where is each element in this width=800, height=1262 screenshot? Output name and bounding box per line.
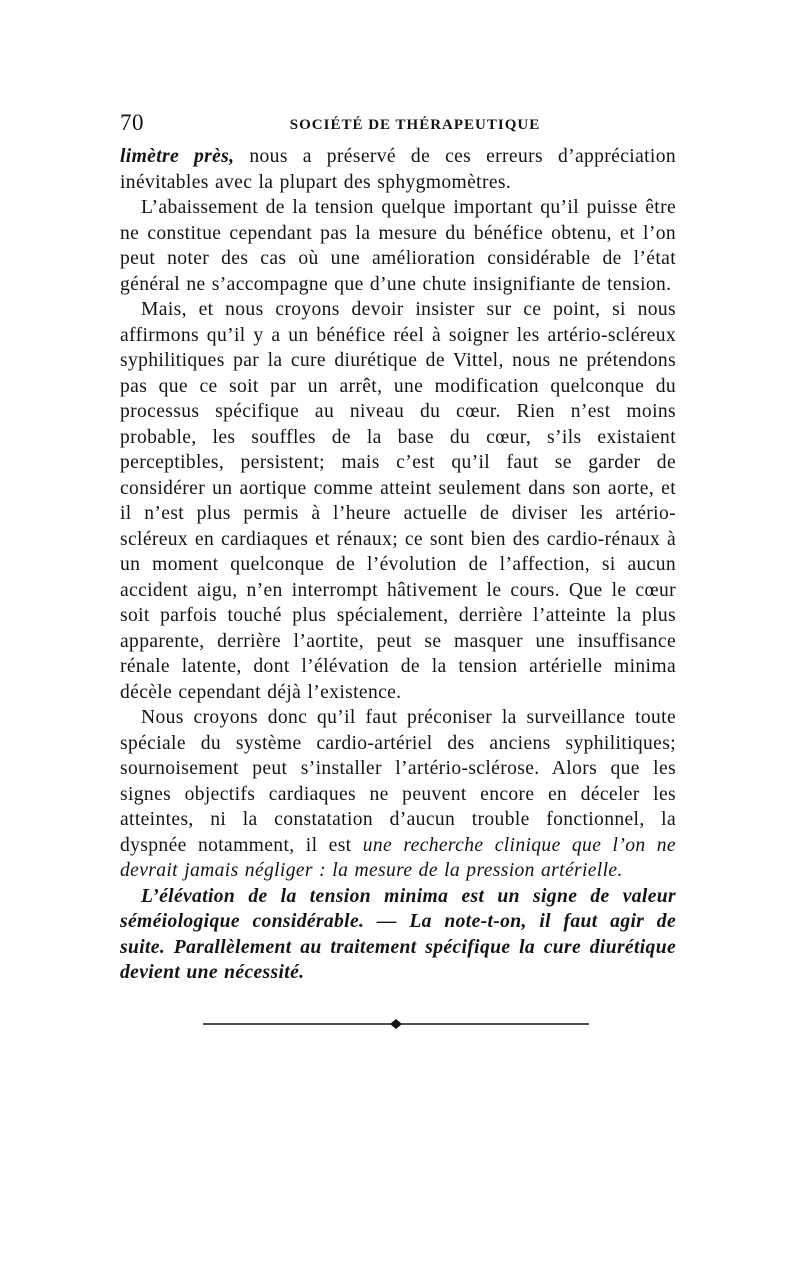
end-ornament-divider <box>203 1017 589 1031</box>
paragraph-2: L’abaissement de la tension quelque important qu’il puisse être ne constitue cependant pas la mesure du bénéfice obtenu, et l’on peut noter des cas où une amélioration considérable de l’état général ne s’accompagne que d’une chute insignifiante de tension. <box>120 197 676 295</box>
paragraph-4 <box>120 705 676 884</box>
paragraph-5-conclusion: L’élévation de la tension minima est un signe de valeur séméiologique considérable. — La note-t-on, il faut agir de suite. Parallèlement au traitement spécifique la cure diurétique devient une nécessité. <box>120 885 676 983</box>
page-header <box>120 110 676 144</box>
paragraph-3: Mais, et nous croyons devoir insister sur ce point, si nous affirmons qu’il y a un bénéfice réel à soigner les artério-scléreux syphilitiques par la cure diurétique de Vittel, nous ne prétendons pas que ce soit par un arrêt, une modification quelconque du processus spécifique au niveau du cœur. Rien n’est moins probable, les souffles de la base du cœur, s’ils existaient perceptibles, persistent; mais c’est qu’il faut se garder de considérer un aortique comme atteint seulement dans son aorte, et il n’est plus permis à l’heure actuelle de diviser les artério-scléreux en cardiaques et rénaux; ce sont bien des cardio-rénaux à un moment quelconque de l’évolution de l’affection, si aucun accident aigu, n’en interrompt hâtivement le cours. Que le cœur soit parfois touché plus spécialement, derrière l’atteinte la plus apparente, derrière l’aortite, peut se masquer une insuffisance rénale latente, dont l’élévation de la tension artérielle minima décèle cependant déjà l’existence. <box>120 299 676 703</box>
paragraph-4-text: Nous croyons donc qu’il faut préconiser la surveillance toute spéciale du système cardio-artériel des anciens syphilitiques; sournoisement peut s’installer l’artério-sclérose. Alors que les signes objectifs cardiaques ne peuvent encore en déceler les atteintes, ni la constatation d’aucun trouble fonctionnel, la dyspnée notamment, il est <box>120 707 676 856</box>
paragraph-4-italic: une recherche clinique que l’on ne devrait jamais négliger : la mesure de la pression artérielle. <box>120 834 676 881</box>
page <box>120 110 676 986</box>
running-head: SOCIÉTÉ DE THÉRAPEUTIQUE <box>289 117 541 133</box>
paragraph-1-italic: limètre près, <box>120 146 235 167</box>
ornament-diamond <box>390 1019 402 1029</box>
paragraph-1 <box>120 144 676 195</box>
body-text <box>120 144 676 986</box>
paragraph-1-text: nous a préservé de ces erreurs d’appréciation inévitables avec la plupart des sphygmomètres. <box>120 146 676 193</box>
page-number: 70 <box>120 110 144 135</box>
